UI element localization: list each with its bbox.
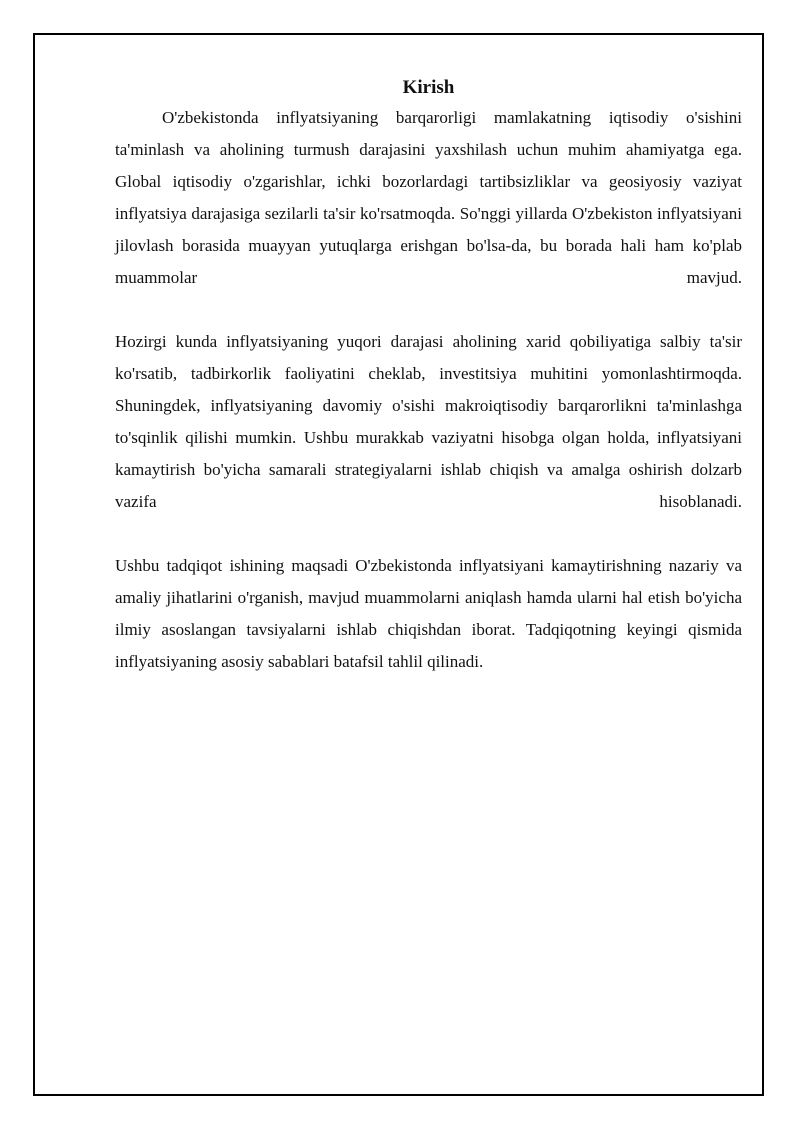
document-title: Kirish bbox=[402, 77, 455, 98]
paragraph-2: Hozirgi kunda inflyatsiyaning yuqori darajasi aholining xarid qobiliyatiga salbiy ta'sir ko'rsatib, tadbirkorlik faoliyatini cheklab, investitsiya muhitini yomonlashtirmoqda. Shuningdek, inflyatsiyaning davomiy o'sishi makroiqtisodiy barqarorlikni ta'minlashga to'sqinlik qilishi mumkin. Ushbu murakkab vaziyatni hisobga olgan holda, inflyatsiyani kamaytirish bo'yicha samarali strategiyalarni ishlab chiqish va amalga oshirish dolzarb vazifa hisoblanadi. bbox=[115, 332, 742, 511]
paragraph-spacer bbox=[115, 294, 742, 326]
paragraph-3: Ushbu tadqiqot ishining maqsadi O'zbekistonda inflyatsiyani kamaytirishning nazariy va amaliy jihatlarini o'rganish, mavjud muammolarni aniqlash hamda ularni hal etish bo'yicha ilmiy asoslangan tavsiyalarni ishlab chiqishdan iborat. Tadqiqotning keyingi qismida inflyatsiyaning asosiy sabablari batafsil tahlil qilinadi. bbox=[115, 556, 742, 671]
paragraph-spacer bbox=[115, 518, 742, 550]
document-body bbox=[115, 74, 742, 678]
paragraph-1: O'zbekistonda inflyatsiyaning barqarorligi mamlakatning iqtisodiy o'sishini ta'minlash va aholining turmush darajasini yaxshilash uchun muhim ahamiyatga ega. Global iqtisodiy o'zgarishlar, ichki bozorlardagi tartibsizliklar va geosiyosiy vaziyat inflyatsiya darajasiga sezilarli ta'sir ko'rsatmoqda. So'nggi yillarda O'zbekiston inflyatsiyani jilovlash borasida muayyan yutuqlarga erishgan bo'lsa-da, bu borada hali ham ko'plab muammolar mavjud. bbox=[115, 108, 742, 287]
